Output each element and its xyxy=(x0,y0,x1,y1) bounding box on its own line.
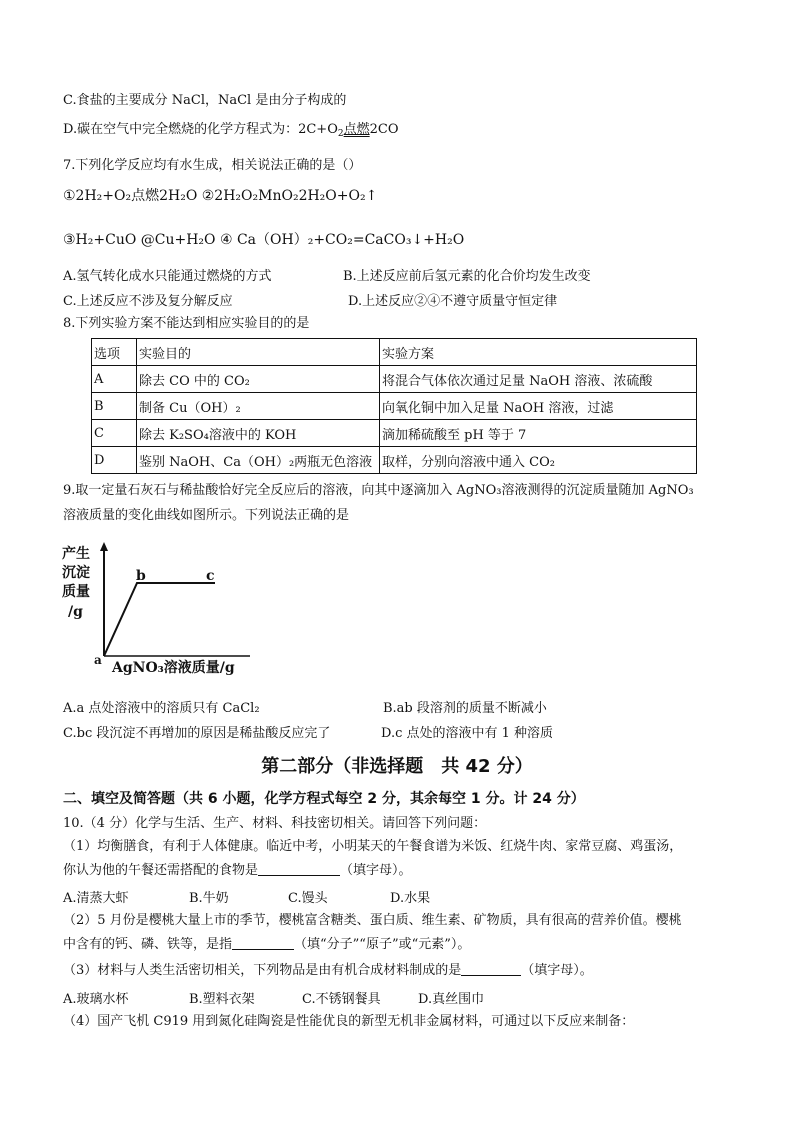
table-header: 实验方案 xyxy=(380,339,697,366)
y-axis-label: /g xyxy=(68,604,83,620)
y-axis-label: 沉淀 xyxy=(62,565,90,581)
table-cell: 向氧化铜中加入足量 NaOH 溶液，过滤 xyxy=(380,393,697,420)
q10-part3-option: A.玻璃水杯 xyxy=(63,992,129,1007)
question-text: （填字母）。 xyxy=(521,963,593,978)
q10-part1-line1: （1）均衡膳食，有利于人体健康。临近中考，小明某天的午餐食谱为米饭、红烧牛肉、家常豆腐、鸡蛋汤， xyxy=(63,839,683,854)
table-row xyxy=(92,393,697,420)
q9-option-c: C.bc 段沉淀不再增加的原因是稀盐酸反应完了 xyxy=(63,726,331,741)
q7-option-b: B.上述反应前后氢元素的化合价均发生改变 xyxy=(343,269,591,284)
q10-stem: 10.（4 分）化学与生活、生产、材料、科技密切相关。请回答下列问题： xyxy=(63,816,487,831)
q9-stem-line2: 溶液质量的变化曲线如图所示。下列说法正确的是 xyxy=(63,508,350,523)
table-header: 实验目的 xyxy=(137,339,380,366)
table-cell: B xyxy=(92,393,137,420)
point-label-c: c xyxy=(206,568,215,584)
part-two-title: 第二部分（非选择题 共 42 分） xyxy=(261,756,533,777)
table-cell: 将混合气体依次通过足量 NaOH 溶液、浓硫酸 xyxy=(380,366,697,393)
table-cell: 滴加稀硫酸至 pH 等于 7 xyxy=(380,420,697,447)
q10-part1-option: D.水果 xyxy=(390,891,431,906)
answer-blank[interactable] xyxy=(232,936,294,950)
q7-option-a: A.氢气转化成水只能通过燃烧的方式 xyxy=(63,269,272,284)
question-text: 中含有的钙、磷、铁等，是指 xyxy=(63,937,233,952)
q7-option-c: C.上述反应不涉及复分解反应 xyxy=(63,294,233,309)
q6-option-d xyxy=(63,121,399,143)
q10-part2-line1: （2）5 月份是樱桃大量上市的季节，樱桃富含糖类、蛋白质、维生素、矿物质，具有很高的营养价值。樱桃 xyxy=(63,913,682,928)
table-header-row xyxy=(92,339,697,366)
table-cell: A xyxy=(92,366,137,393)
q7-option-d: D.上述反应②④不遵守质量守恒定律 xyxy=(348,294,558,309)
q8-stem: 8.下列实验方案不能达到相应实验目的的是 xyxy=(63,316,310,331)
q10-part1-option: B.牛奶 xyxy=(189,891,229,906)
q7-stem: 7.下列化学反应均有水生成，相关说法正确的是（） xyxy=(63,158,362,173)
y-axis-label: 质量 xyxy=(62,584,90,600)
q10-part1-line2 xyxy=(63,862,412,880)
q9-option-d: D.c 点处的溶液中有 1 种溶质 xyxy=(381,726,554,741)
table-cell: 除去 K₂SO₄溶液中的 KOH xyxy=(137,420,380,447)
question-text: （填字母）。 xyxy=(340,863,412,878)
question-text: 你认为他的午餐还需搭配的食物是 xyxy=(63,863,259,878)
q10-part3-option: C.不锈钢餐具 xyxy=(302,992,381,1007)
answer-blank[interactable] xyxy=(461,962,521,976)
q6-option-d-product: 2CO xyxy=(369,122,399,137)
q10-part3-option: B.塑料衣架 xyxy=(189,992,255,1007)
q7-equations-1: ①2H₂+O₂点燃2H₂O ②2H₂O₂MnO₂2H₂O+O₂↑ xyxy=(63,188,378,204)
q10-part3 xyxy=(63,962,593,980)
table-header: 选项 xyxy=(92,339,137,366)
q9-option-b: B.ab 段溶剂的质量不断减小 xyxy=(383,701,547,716)
q7-equations-2: ③H₂+CuO @Cu+H₂O ④ Ca（OH）₂+CO₂=CaCO₃↓+H₂O xyxy=(63,232,465,248)
q10-part2-line2 xyxy=(63,936,470,954)
subscript: 2 xyxy=(337,129,344,139)
reaction-condition: 点燃 xyxy=(343,122,370,137)
table-cell: 除去 CO 中的 CO₂ xyxy=(137,366,380,393)
precipitation-curve xyxy=(104,583,215,656)
section-heading: 二、填空及简答题（共 6 小题，化学方程式每空 2 分，其余每空 1 分。计 24 分） xyxy=(63,791,585,807)
q9-stem-line1: 9.取一定量石灰石与稀盐酸恰好完全反应后的溶液，向其中逐滴加入 AgNO₃溶液测得的沉淀质量随加 AgNO₃ xyxy=(63,483,694,498)
table-cell: 取样，分别向溶液中通入 CO₂ xyxy=(380,447,697,474)
q8-table xyxy=(91,338,697,474)
q9-option-a: A.a 点处溶液中的溶质只有 CaCl₂ xyxy=(63,701,260,716)
q10-part1-option: C.馒头 xyxy=(288,891,328,906)
table-cell: D xyxy=(92,447,137,474)
q10-part4: （4）国产飞机 C919 用到氮化硅陶瓷是性能优良的新型无机非金属材料，可通过以下反应来制备： xyxy=(63,1014,635,1029)
table-row xyxy=(92,420,697,447)
y-axis-arrow xyxy=(100,542,108,551)
q10-part3-option: D.真丝围巾 xyxy=(418,992,485,1007)
table-cell: C xyxy=(92,420,137,447)
y-axis-label: 产生 xyxy=(62,546,90,562)
q10-part1-option: A.清蒸大虾 xyxy=(63,891,129,906)
point-label-b: b xyxy=(136,568,146,584)
question-text: （3）材料与人类生活密切相关，下列物品是由有机合成材料制成的是 xyxy=(63,963,462,978)
q6-option-c: C.食盐的主要成分 NaCl，NaCl 是由分子构成的 xyxy=(63,93,347,108)
point-label-a: a xyxy=(94,653,102,667)
table-row xyxy=(92,366,697,393)
x-axis-label: AgNO₃溶液质量/g xyxy=(112,660,235,676)
answer-blank[interactable] xyxy=(258,862,340,876)
question-text: （填“分子”“原子”或“元素”）。 xyxy=(294,937,471,952)
q6-option-d-text: D.碳在空气中完全燃烧的化学方程式为：2C+O xyxy=(63,122,338,137)
table-row xyxy=(92,447,697,474)
table-cell: 鉴别 NaOH、Ca（OH）₂两瓶无色溶液 xyxy=(137,447,380,474)
q9-graph xyxy=(60,540,260,685)
table-cell: 制备 Cu（OH）₂ xyxy=(137,393,380,420)
